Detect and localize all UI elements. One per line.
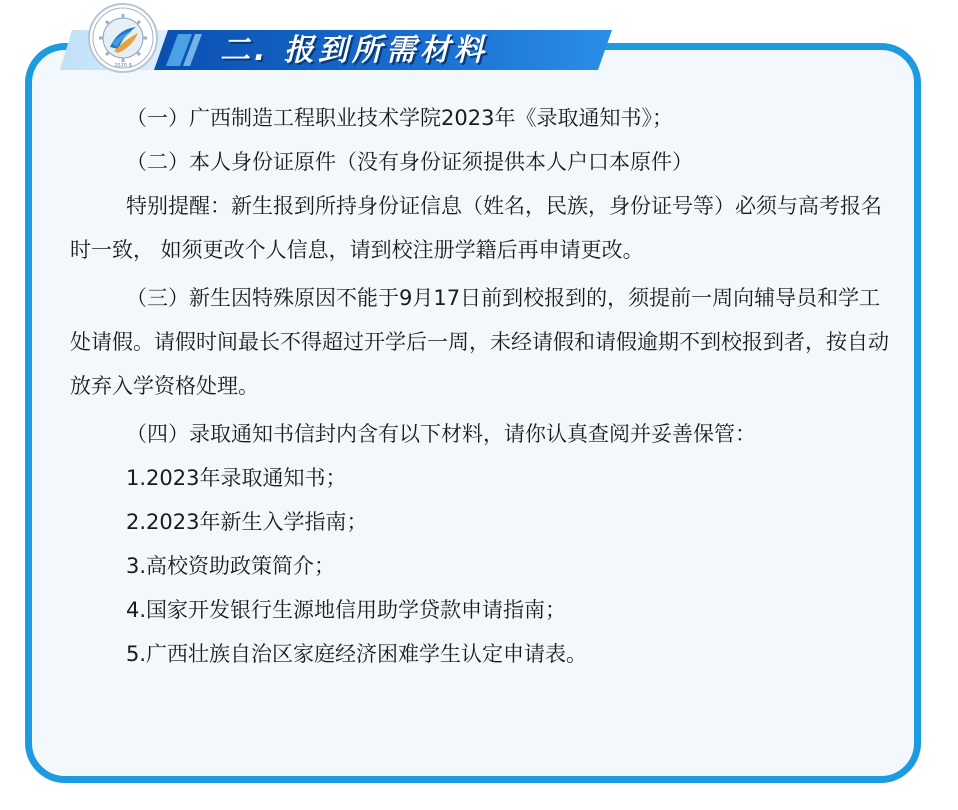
paragraph-admission-letter: （一）广西制造工程职业技术学院2023年《录取通知书》； — [126, 106, 673, 130]
paragraph-reminder: 特别提醒：新生报到所持身份证信息（姓名，民族，身份证号等）必须与高考报名时一致， 如须更改个人信息，请到校注册学籍后再申请更改。 — [70, 194, 882, 262]
list-item: 5.广西壮族自治区家庭经济困难学生认定申请表。 — [126, 642, 588, 666]
school-logo — [88, 3, 158, 73]
paragraph-envelope-contents: （四）录取通知书信封内含有以下材料，请你认真查阅并妥善保管： — [126, 422, 756, 446]
material-content — [70, 96, 890, 676]
list-item: 3.高校资助政策简介； — [126, 554, 336, 578]
logo-year: 2020.9 — [114, 63, 132, 69]
list-item: 2.2023年新生入学指南； — [126, 510, 368, 534]
paragraph-leave-request: （三）新生因特殊原因不能于9月17日前到校报到的，须提前一周向辅导员和学工处请假。请假时间最长不得超过开学后一周，未经请假和请假逾期不到校报到者，按自动放弃入学资格处理。 — [70, 286, 889, 398]
paragraph-id-card: （二）本人身份证原件（没有身份证须提供本人户口本原件） — [126, 150, 693, 174]
section-title: 二. 报到所需材料 — [220, 33, 488, 68]
list-item: 1.2023年录取通知书； — [126, 466, 347, 490]
list-item: 4.国家开发银行生源地信用助学贷款申请指南； — [126, 598, 567, 622]
